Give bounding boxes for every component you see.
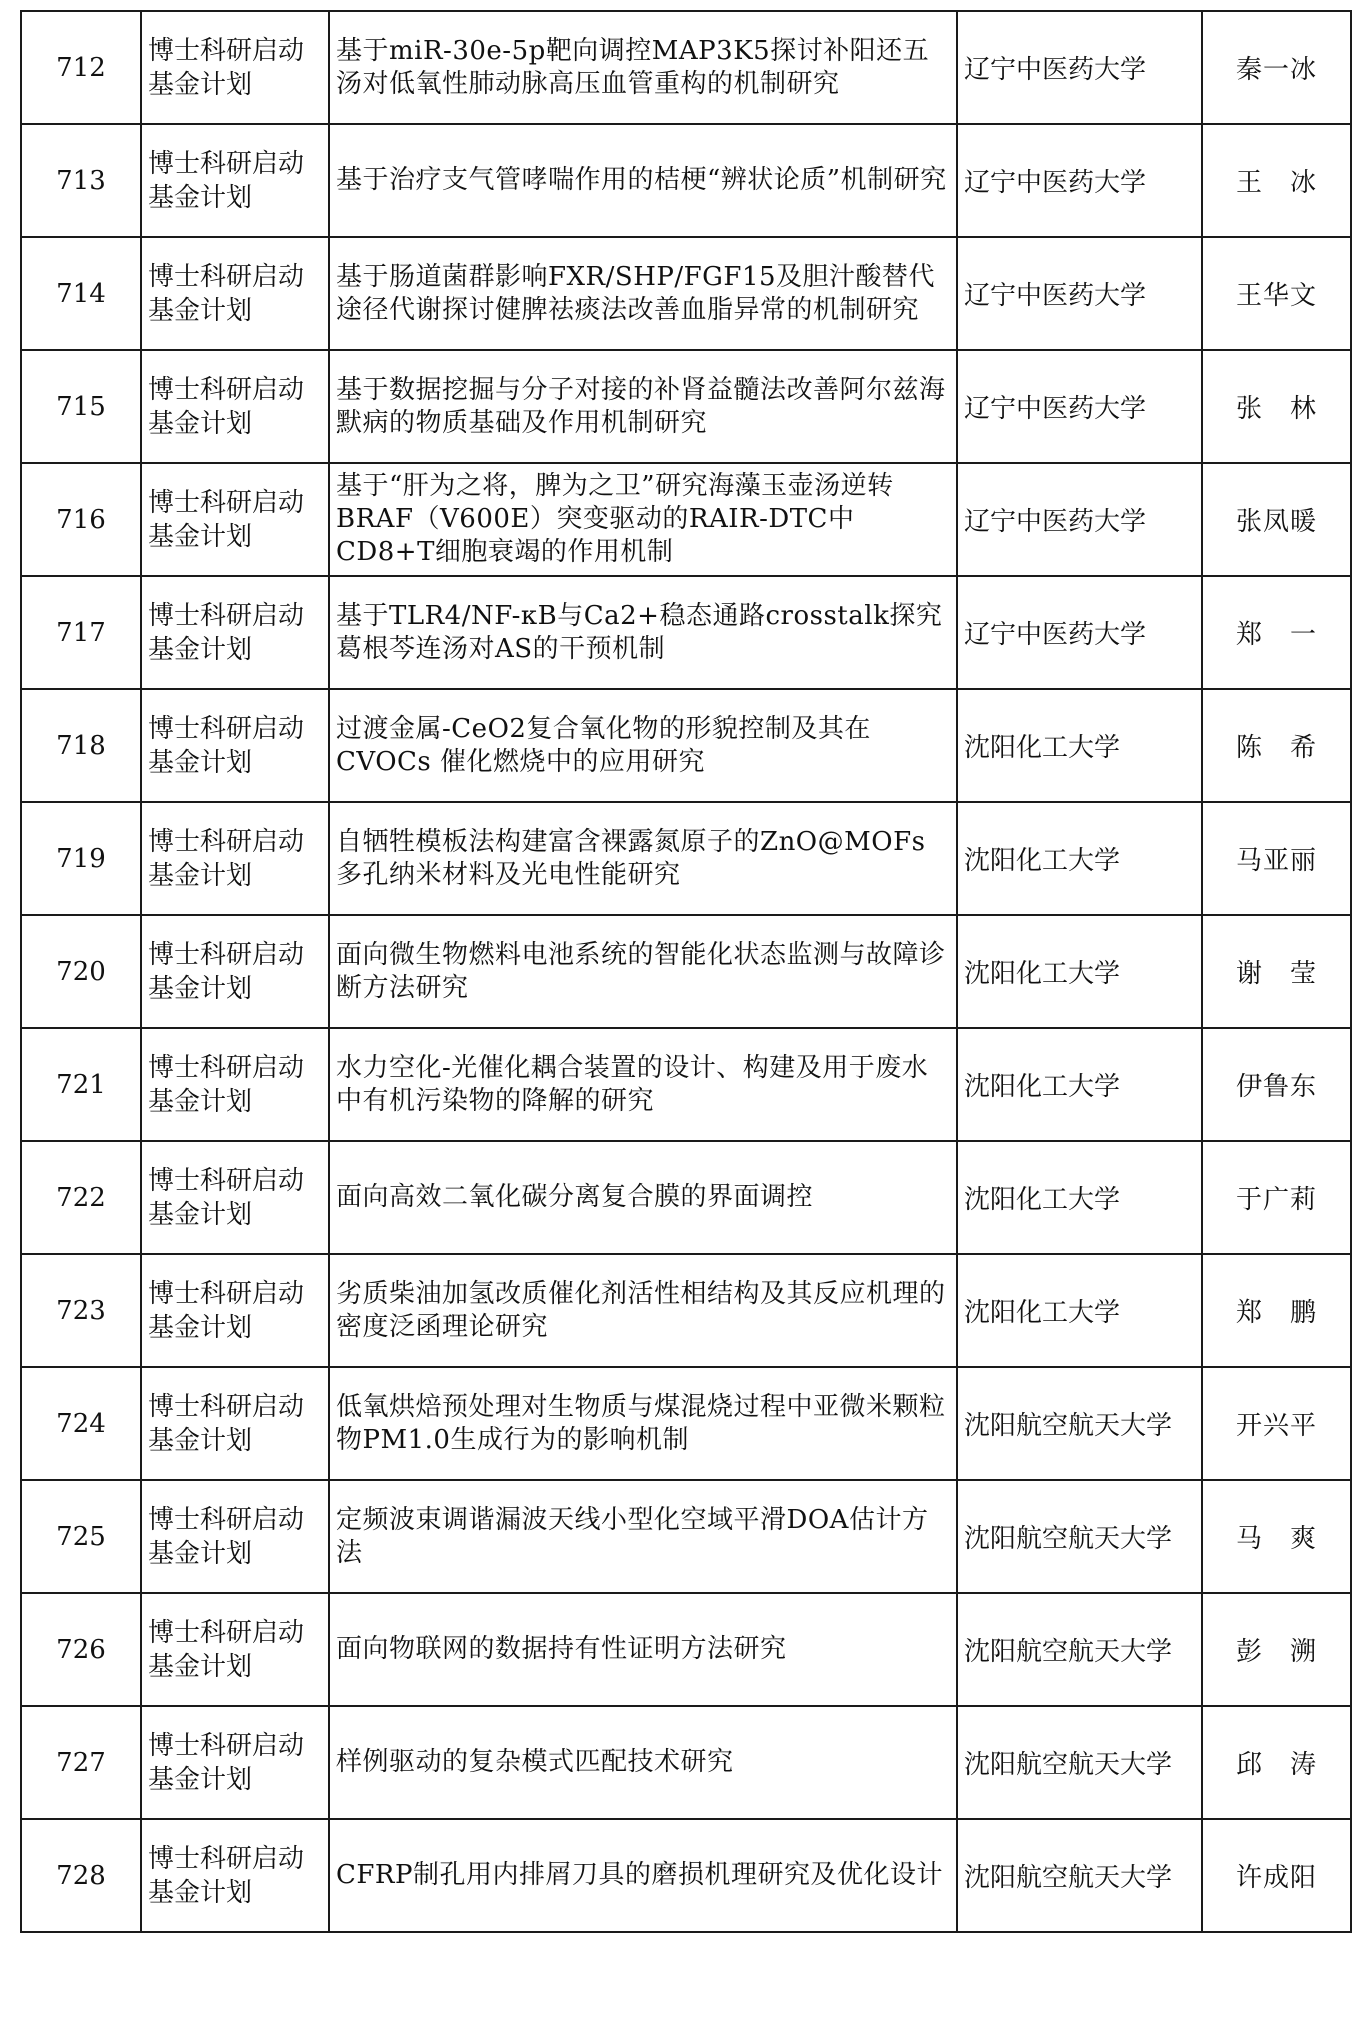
table-row: [21, 1254, 1351, 1367]
institution: 辽宁中医药大学: [957, 124, 1202, 237]
researcher-name: 于广莉: [1202, 1141, 1351, 1254]
plan-line-2: 基金计划: [148, 1086, 253, 1117]
institution: 沈阳化工大学: [957, 1028, 1202, 1141]
project-table-body: [21, 11, 1351, 1932]
project-title: CFRP制孔用内排屑刀具的磨损机理研究及优化设计: [329, 1819, 957, 1932]
table-row: [21, 689, 1351, 802]
project-title: 过渡金属-CeO2复合氧化物的形貌控制及其在CVOCs 催化燃烧中的应用研究: [329, 689, 957, 802]
project-title: 样例驱动的复杂模式匹配技术研究: [329, 1706, 957, 1819]
row-number: 713: [21, 124, 141, 237]
plan-line-1: 博士科研启动: [148, 600, 305, 631]
plan-line-2: 基金计划: [148, 1312, 253, 1343]
plan-cell: [141, 237, 329, 350]
row-number: 724: [21, 1367, 141, 1480]
researcher-name: 秦一冰: [1202, 11, 1351, 124]
institution: 沈阳化工大学: [957, 689, 1202, 802]
researcher-name: 谢 莹: [1202, 915, 1351, 1028]
table-row: [21, 1819, 1351, 1932]
plan-line-2: 基金计划: [148, 1425, 253, 1456]
plan-line-1: 博士科研启动: [148, 1278, 305, 1309]
plan-line-2: 基金计划: [148, 69, 253, 100]
researcher-name: 马 爽: [1202, 1480, 1351, 1593]
plan-line-1: 博士科研启动: [148, 487, 305, 518]
row-number: 715: [21, 350, 141, 463]
plan-line-2: 基金计划: [148, 295, 253, 326]
project-title: 基于TLR4/NF-κB与Ca2+稳态通路crosstalk探究葛根芩连汤对AS的干预机制: [329, 576, 957, 689]
plan-line-1: 博士科研启动: [148, 261, 305, 292]
plan-cell: [141, 1254, 329, 1367]
institution: 辽宁中医药大学: [957, 463, 1202, 576]
row-number: 718: [21, 689, 141, 802]
plan-line-2: 基金计划: [148, 408, 253, 439]
researcher-name: 陈 希: [1202, 689, 1351, 802]
plan-line-2: 基金计划: [148, 634, 253, 665]
plan-line-2: 基金计划: [148, 1651, 253, 1682]
project-title: 劣质柴油加氢改质催化剂活性相结构及其反应机理的密度泛函理论研究: [329, 1254, 957, 1367]
table-row: [21, 463, 1351, 576]
institution: 沈阳航空航天大学: [957, 1819, 1202, 1932]
row-number: 716: [21, 463, 141, 576]
plan-line-1: 博士科研启动: [148, 939, 305, 970]
plan-line-2: 基金计划: [148, 1538, 253, 1569]
row-number: 719: [21, 802, 141, 915]
project-title: 面向高效二氧化碳分离复合膜的界面调控: [329, 1141, 957, 1254]
researcher-name: 邱 涛: [1202, 1706, 1351, 1819]
researcher-name: 马亚丽: [1202, 802, 1351, 915]
plan-line-1: 博士科研启动: [148, 1843, 305, 1874]
plan-line-1: 博士科研启动: [148, 35, 305, 66]
table-row: [21, 1480, 1351, 1593]
plan-cell: [141, 11, 329, 124]
plan-line-2: 基金计划: [148, 1764, 253, 1795]
researcher-name: 许成阳: [1202, 1819, 1351, 1932]
row-number: 720: [21, 915, 141, 1028]
institution: 辽宁中医药大学: [957, 11, 1202, 124]
researcher-name: 郑 鹏: [1202, 1254, 1351, 1367]
plan-line-1: 博士科研启动: [148, 826, 305, 857]
plan-line-1: 博士科研启动: [148, 713, 305, 744]
plan-line-1: 博士科研启动: [148, 1730, 305, 1761]
project-title: 面向微生物燃料电池系统的智能化状态监测与故障诊断方法研究: [329, 915, 957, 1028]
row-number: 714: [21, 237, 141, 350]
table-row: [21, 1141, 1351, 1254]
plan-cell: [141, 1028, 329, 1141]
row-number: 723: [21, 1254, 141, 1367]
plan-cell: [141, 915, 329, 1028]
researcher-name: 张凤暖: [1202, 463, 1351, 576]
plan-cell: [141, 124, 329, 237]
table-row: [21, 237, 1351, 350]
researcher-name: 伊鲁东: [1202, 1028, 1351, 1141]
researcher-name: 彭 溯: [1202, 1593, 1351, 1706]
table-row: [21, 802, 1351, 915]
plan-cell: [141, 689, 329, 802]
plan-cell: [141, 1593, 329, 1706]
institution: 沈阳化工大学: [957, 1141, 1202, 1254]
project-title: 基于miR-30e-5p靶向调控MAP3K5探讨补阳还五汤对低氧性肺动脉高压血管重构的机制研究: [329, 11, 957, 124]
researcher-name: 开兴平: [1202, 1367, 1351, 1480]
row-number: 727: [21, 1706, 141, 1819]
row-number: 712: [21, 11, 141, 124]
institution: 辽宁中医药大学: [957, 576, 1202, 689]
project-title: 基于治疗支气管哮喘作用的桔梗“辨状论质”机制研究: [329, 124, 957, 237]
row-number: 717: [21, 576, 141, 689]
researcher-name: 王华文: [1202, 237, 1351, 350]
plan-cell: [141, 463, 329, 576]
plan-line-1: 博士科研启动: [148, 148, 305, 179]
plan-cell: [141, 1141, 329, 1254]
researcher-name: 郑 一: [1202, 576, 1351, 689]
institution: 沈阳化工大学: [957, 1254, 1202, 1367]
plan-cell: [141, 1819, 329, 1932]
plan-line-1: 博士科研启动: [148, 1052, 305, 1083]
plan-cell: [141, 576, 329, 689]
plan-cell: [141, 1706, 329, 1819]
plan-line-2: 基金计划: [148, 1199, 253, 1230]
researcher-name: 张 林: [1202, 350, 1351, 463]
plan-line-1: 博士科研启动: [148, 1165, 305, 1196]
project-title: 基于“肝为之将，脾为之卫”研究海藻玉壶汤逆转BRAF（V600E）突变驱动的RAIR-DTC中CD8+T细胞衰竭的作用机制: [329, 463, 957, 576]
plan-line-1: 博士科研启动: [148, 1504, 305, 1535]
plan-line-2: 基金计划: [148, 521, 253, 552]
institution: 沈阳航空航天大学: [957, 1593, 1202, 1706]
plan-cell: [141, 802, 329, 915]
table-row: [21, 915, 1351, 1028]
table-row: [21, 1593, 1351, 1706]
institution: 沈阳航空航天大学: [957, 1480, 1202, 1593]
project-table: [20, 10, 1352, 1933]
table-row: [21, 1706, 1351, 1819]
institution: 沈阳航空航天大学: [957, 1706, 1202, 1819]
plan-line-1: 博士科研启动: [148, 1617, 305, 1648]
table-row: [21, 576, 1351, 689]
institution: 沈阳化工大学: [957, 802, 1202, 915]
table-row: [21, 11, 1351, 124]
table-row: [21, 350, 1351, 463]
plan-line-1: 博士科研启动: [148, 374, 305, 405]
researcher-name: 王 冰: [1202, 124, 1351, 237]
plan-cell: [141, 350, 329, 463]
plan-line-2: 基金计划: [148, 973, 253, 1004]
table-row: [21, 1028, 1351, 1141]
project-title: 低氧烘焙预处理对生物质与煤混烧过程中亚微米颗粒物PM1.0生成行为的影响机制: [329, 1367, 957, 1480]
project-title: 定频波束调谐漏波天线小型化空域平滑DOA估计方法: [329, 1480, 957, 1593]
plan-line-2: 基金计划: [148, 860, 253, 891]
table-row: [21, 124, 1351, 237]
project-title: 自牺牲模板法构建富含裸露氮原子的ZnO@MOFs多孔纳米材料及光电性能研究: [329, 802, 957, 915]
institution: 沈阳化工大学: [957, 915, 1202, 1028]
institution: 辽宁中医药大学: [957, 237, 1202, 350]
project-title: 水力空化-光催化耦合装置的设计、构建及用于废水中有机污染物的降解的研究: [329, 1028, 957, 1141]
institution: 沈阳航空航天大学: [957, 1367, 1202, 1480]
project-title: 基于肠道菌群影响FXR/SHP/FGF15及胆汁酸替代途径代谢探讨健脾祛痰法改善血脂异常的机制研究: [329, 237, 957, 350]
table-row: [21, 1367, 1351, 1480]
plan-line-2: 基金计划: [148, 1877, 253, 1908]
plan-line-2: 基金计划: [148, 747, 253, 778]
row-number: 725: [21, 1480, 141, 1593]
project-title: 基于数据挖掘与分子对接的补肾益髓法改善阿尔兹海默病的物质基础及作用机制研究: [329, 350, 957, 463]
row-number: 728: [21, 1819, 141, 1932]
plan-cell: [141, 1480, 329, 1593]
institution: 辽宁中医药大学: [957, 350, 1202, 463]
plan-cell: [141, 1367, 329, 1480]
row-number: 721: [21, 1028, 141, 1141]
project-title: 面向物联网的数据持有性证明方法研究: [329, 1593, 957, 1706]
plan-line-2: 基金计划: [148, 182, 253, 213]
plan-line-1: 博士科研启动: [148, 1391, 305, 1422]
row-number: 722: [21, 1141, 141, 1254]
row-number: 726: [21, 1593, 141, 1706]
